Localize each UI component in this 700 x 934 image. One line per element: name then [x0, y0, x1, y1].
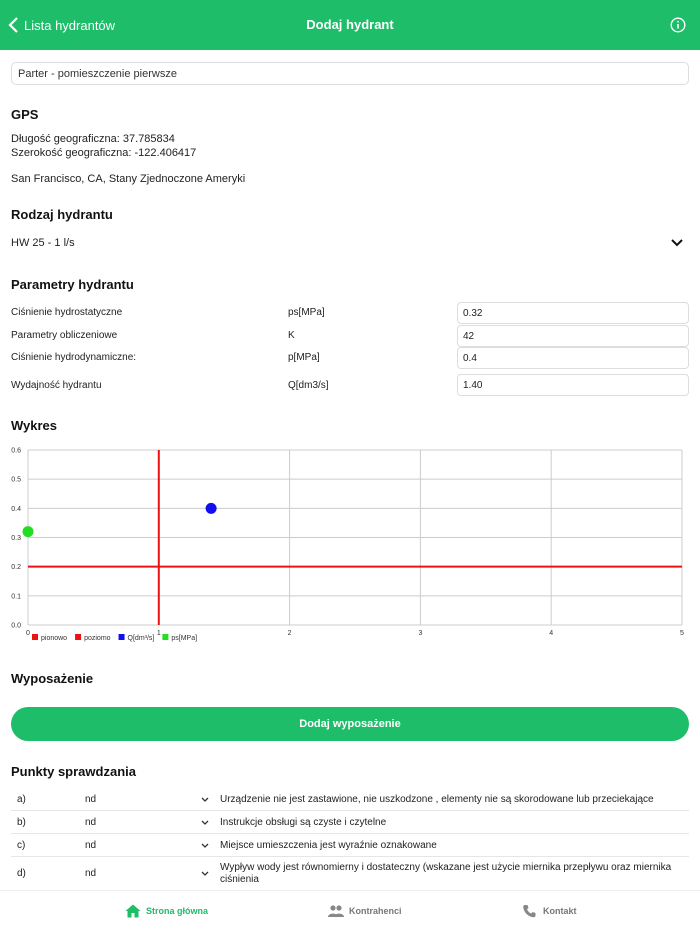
checkpoint-status-select[interactable]: nd: [85, 840, 97, 851]
data-point: [206, 503, 217, 514]
legend-swatch: [162, 634, 168, 640]
checkpoints-heading: Punkty sprawdzania: [11, 764, 136, 779]
hydrant-type-select[interactable]: [11, 232, 689, 254]
checkpoint-letter: b): [17, 817, 26, 828]
people-icon: [328, 904, 344, 918]
checkpoint-text: Miejsce umieszczenia jest wyraźnie oznakowane: [220, 840, 437, 851]
tab-contractors-label: Kontrahenci: [349, 906, 402, 916]
chart-heading: Wykres: [11, 418, 58, 433]
legend-swatch: [75, 634, 81, 640]
x-tick-label: 0: [26, 630, 30, 637]
param-label: Wydajność hydrantu: [11, 380, 102, 391]
y-tick-label: 0.3: [11, 535, 21, 542]
equipment-heading: Wyposażenie: [11, 671, 94, 686]
y-tick-label: 0.5: [11, 476, 21, 484]
x-tick-label: 4: [549, 630, 554, 637]
tab-contractors[interactable]: [328, 901, 402, 921]
home-icon: [125, 904, 141, 918]
back-label: Lista hydrantów: [24, 17, 116, 33]
chevron-down-icon[interactable]: [201, 843, 209, 849]
checkpoint-text: Instrukcje obsługi są czyste i czytelne: [220, 817, 387, 828]
checkpoint-status-select[interactable]: nd: [85, 817, 97, 828]
y-tick-label: 0.6: [11, 447, 21, 455]
latitude-text: Szerokość geograficzna: -122.406417: [11, 147, 197, 159]
info-icon[interactable]: [670, 17, 686, 33]
y-tick-label: 0.4: [11, 505, 21, 513]
params-heading: Parametry hydrantu: [11, 277, 134, 292]
param-label: Parametry obliczeniowe: [11, 330, 118, 341]
phone-icon: [522, 904, 538, 918]
hydrodynamic-pressure-input[interactable]: [457, 347, 689, 369]
checkpoint-status-select[interactable]: nd: [85, 794, 97, 805]
y-tick-label: 0.2: [11, 564, 21, 572]
x-tick-label: 1: [156, 630, 161, 637]
hydrant-name-input[interactable]: [11, 62, 689, 85]
legend-swatch: [119, 634, 125, 640]
checkpoint-text: Urządzenie nie jest zastawione, nie uszkodzone , elementy nie są skorodowane lub przeciekające: [220, 794, 654, 805]
checkpoint-letter: d): [17, 868, 26, 879]
chevron-left-icon: [8, 17, 20, 33]
legend-label: ps[MPa]: [171, 635, 198, 642]
bottom-tab-bar: [0, 890, 700, 934]
legend-label: pionowo: [41, 635, 68, 642]
tab-home[interactable]: [125, 901, 208, 921]
checkpoint-status-select[interactable]: nd: [85, 868, 97, 879]
legend-swatch: [32, 634, 38, 640]
gps-heading: GPS: [11, 107, 39, 122]
add-equipment-button[interactable]: Dodaj wyposażenie: [11, 707, 689, 741]
x-tick-label: 2: [287, 630, 292, 637]
tab-contact-label: Kontakt: [543, 906, 577, 916]
back-button[interactable]: [8, 0, 115, 50]
checkpoint-text: Wypływ wody jest równomierny i dostateczny (wskazane jest użycie miernika przepływu oraz miernika ciśnienia: [220, 862, 672, 885]
data-point: [23, 526, 34, 537]
hydrostatic-pressure-input[interactable]: [457, 302, 689, 324]
checkpoint-letter: a): [17, 794, 26, 805]
param-label: Ciśnienie hydrostatyczne: [11, 307, 123, 318]
longitude-text: Długość geograficzna: 37.785834: [11, 133, 175, 145]
type-heading: Rodzaj hydrantu: [11, 207, 113, 222]
param-unit: Q[dm3/s]: [288, 380, 329, 391]
tab-home-label: Strona główna: [146, 906, 209, 916]
hydrant-type-value: HW 25 - 1 l/s: [11, 237, 75, 249]
legend-label: poziomo: [84, 635, 111, 642]
param-unit: p[MPa]: [288, 352, 320, 363]
chevron-down-icon[interactable]: [201, 797, 209, 803]
hydrant-capacity-input[interactable]: [457, 374, 689, 396]
tab-contact[interactable]: [522, 901, 577, 921]
x-tick-label: 5: [680, 630, 684, 637]
x-tick-label: 3: [418, 630, 423, 637]
checkpoint-row: [11, 788, 689, 811]
param-unit: ps[MPa]: [288, 307, 325, 318]
param-unit: K: [288, 330, 295, 341]
address-text: San Francisco, CA, Stany Zjednoczone Ameryki: [11, 173, 246, 185]
page-title: Dodaj hydrant: [306, 17, 394, 32]
calc-parameter-input[interactable]: [457, 325, 689, 347]
checkpoint-row: [11, 811, 689, 834]
chevron-down-icon[interactable]: [201, 820, 209, 826]
top-bar: [0, 0, 700, 50]
y-tick-label: 0.0: [11, 622, 21, 630]
chevron-down-icon: [671, 238, 683, 248]
legend-label: Q[dm³/s]: [127, 635, 155, 642]
checkpoint-row: [11, 834, 689, 857]
checkpoint-letter: c): [17, 840, 26, 851]
param-label: Ciśnienie hydrodynamiczne:: [11, 352, 137, 363]
hydrant-chart: [0, 440, 700, 650]
y-tick-label: 0.1: [11, 593, 21, 601]
chevron-down-icon[interactable]: [201, 871, 209, 877]
checkpoint-row: [11, 857, 689, 889]
